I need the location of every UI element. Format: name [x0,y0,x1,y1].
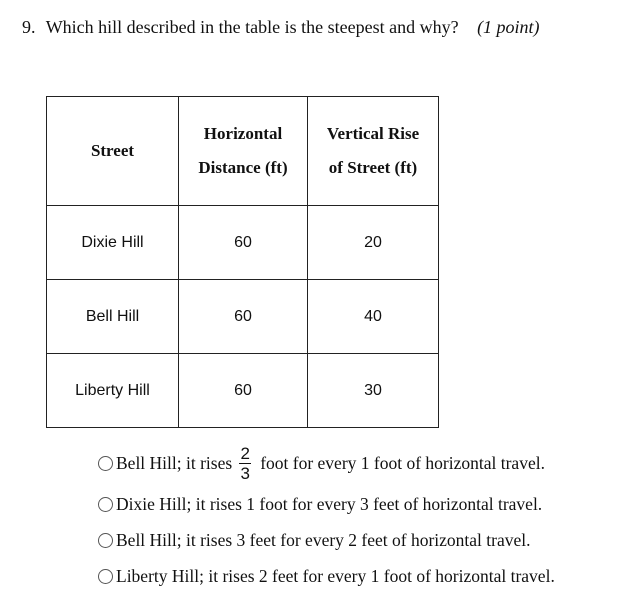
answer-choice-3[interactable] [97,522,555,558]
cell-horizontal: 60 [179,354,308,428]
header-vertical-line-1: Vertical Rise [326,124,420,143]
table-row [47,206,439,280]
radio-button-3[interactable] [98,533,113,548]
answer-choice-4[interactable] [97,558,555,594]
answer-choice-2[interactable] [97,486,555,522]
answer-choice-2-text: Dixie Hill; it rises 1 foot for every 3 feet of horizontal travel. [116,493,543,514]
question-number: 9. [22,17,36,37]
hills-table [46,96,439,428]
cell-vertical: 30 [308,354,439,428]
answer-choice-1[interactable] [97,440,555,486]
cell-vertical: 20 [308,206,439,280]
header-vertical-rise [308,97,439,206]
table-row [47,280,439,354]
cell-horizontal: 60 [179,206,308,280]
table-header-row [47,97,439,206]
fraction-denominator: 3 [240,463,250,483]
fraction-two-thirds [239,444,251,483]
question-prompt [22,17,540,38]
fraction-numerator: 2 [240,443,250,463]
answer-choices [97,440,555,594]
question-text: Which hill described in the table is the steepest and why? [45,17,459,37]
cell-vertical: 40 [308,280,439,354]
header-vertical-line-2: of Street (ft) [328,158,418,177]
question-points: (1 point) [477,17,540,37]
header-horizontal-line-2: Distance (ft) [198,158,288,177]
header-horizontal-line-1: Horizontal [203,124,283,143]
table-row [47,354,439,428]
cell-street: Bell Hill [47,280,179,354]
answer-choice-1-text-after: foot for every 1 foot of horizontal travel. [260,452,545,473]
cell-street: Dixie Hill [47,206,179,280]
answer-choice-3-text: Bell Hill; it rises 3 feet for every 2 feet of horizontal travel. [116,529,531,550]
answer-choice-4-text: Liberty Hill; it rises 2 feet for every 1 foot of horizontal travel. [116,565,555,586]
answer-choice-1-text-before: Bell Hill; it rises [116,452,233,473]
header-street [47,97,179,206]
radio-button-4[interactable] [98,569,113,584]
radio-button-1[interactable] [98,456,113,471]
cell-street: Liberty Hill [47,354,179,428]
cell-horizontal: 60 [179,280,308,354]
header-street-line-1: Street [90,141,135,160]
radio-button-2[interactable] [98,497,113,512]
header-horizontal-distance [179,97,308,206]
